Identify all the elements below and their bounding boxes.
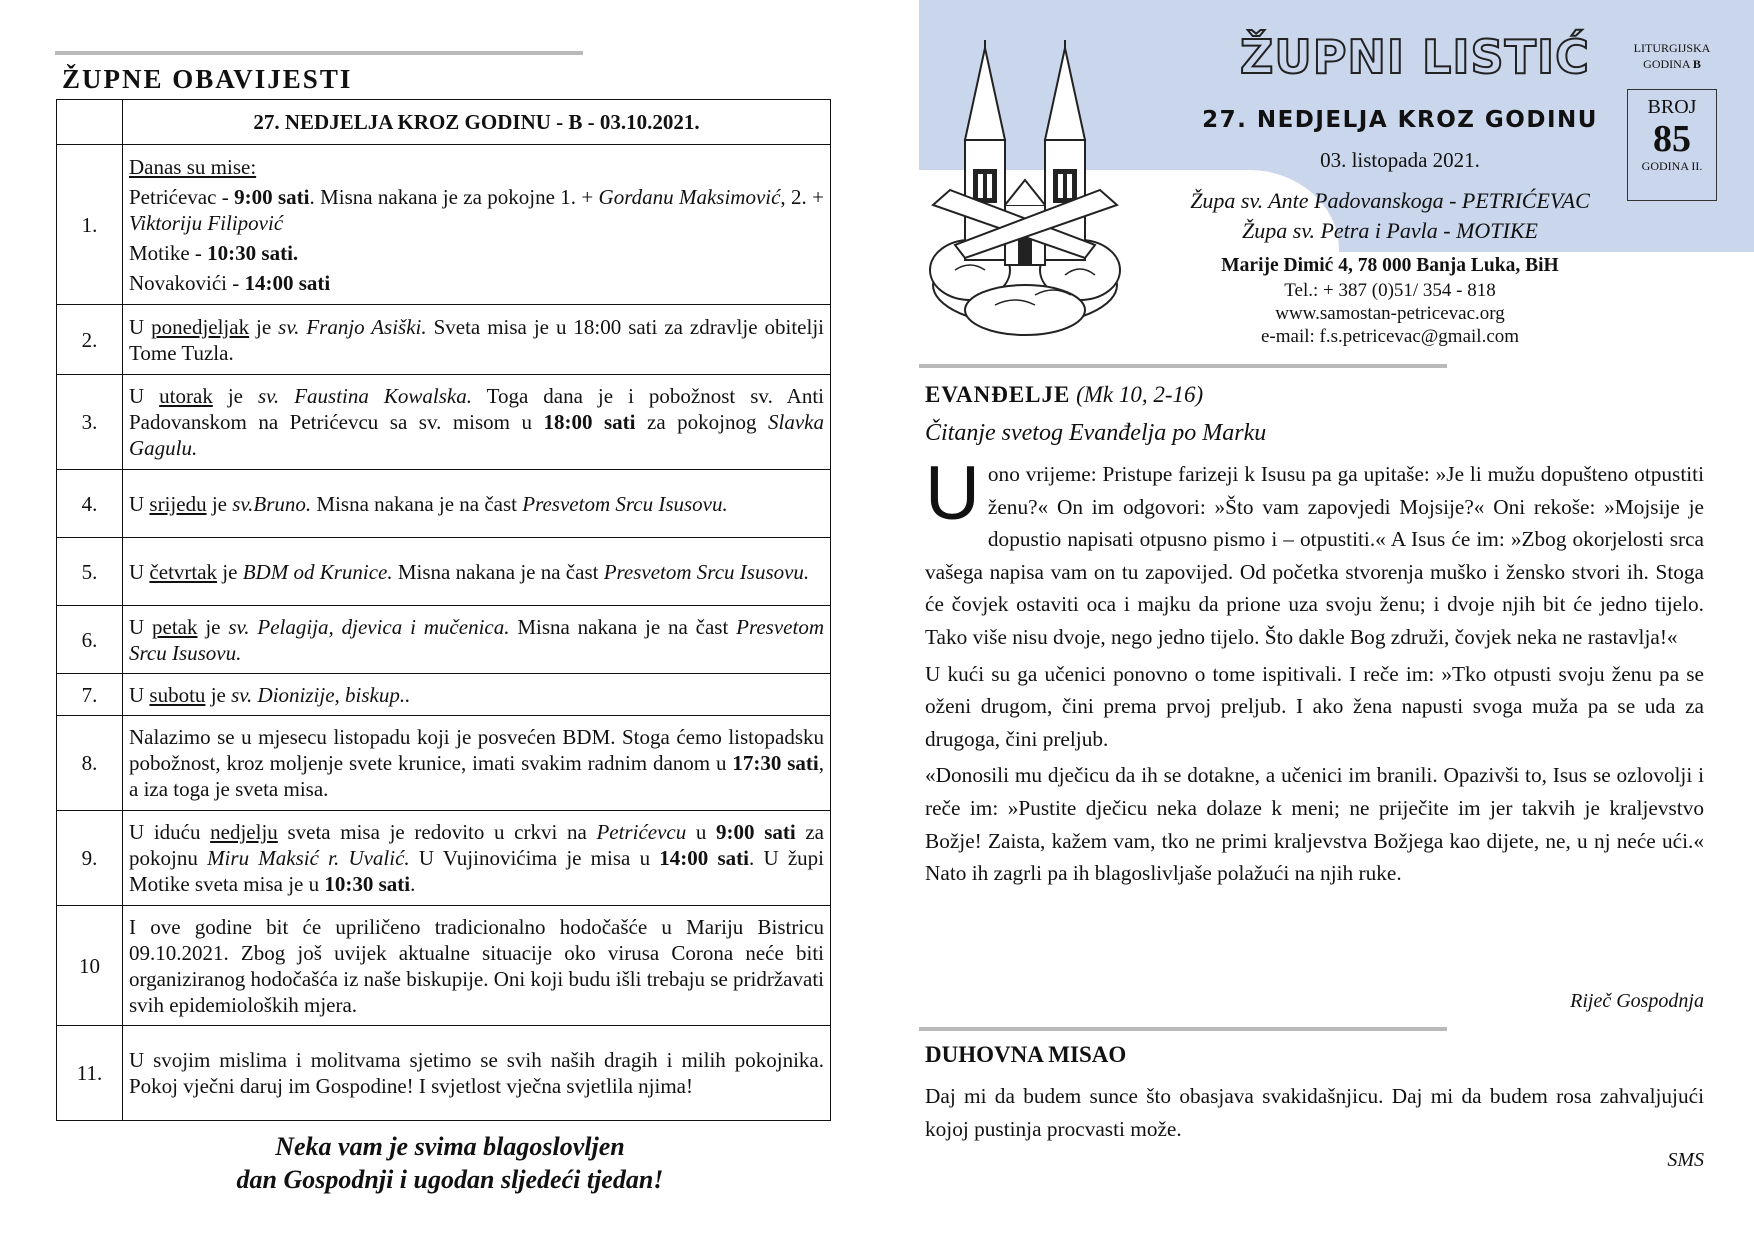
row-number: 5. <box>57 538 123 606</box>
row-text: U svojim mislima i molitvama sjetimo se svih naših dragih i milih pokojnika. Pokoj vječni daruj im Gospodine! I svjetlost vječna svjetlila njima! <box>123 1026 831 1121</box>
gospel-top-rule <box>919 364 1447 368</box>
table-row <box>57 811 831 906</box>
gospel-closing: Riječ Gospodnja <box>1570 990 1704 1012</box>
blessing-line: dan Gospodnji i ugodan sljedeći tjedan! <box>236 1165 664 1194</box>
row-line: Petrićevac - 9:00 sati. Misna nakana je za pokojne 1. + Gordanu Maksimović, 2. + Viktoriju Filipović <box>129 184 824 235</box>
table-row <box>57 906 831 1026</box>
table-row <box>57 145 831 305</box>
issue-number-box <box>1627 89 1717 201</box>
row-line: Motike - 10:30 sati. <box>129 240 299 265</box>
issue-year: GODINA II. <box>1641 159 1703 173</box>
email-link[interactable]: e-mail: f.s.petricevac@gmail.com <box>1260 326 1520 347</box>
row-text: U srijedu je sv.Bruno. Misna nakana je na čast Presvetom Srcu Isusovu. <box>123 470 831 538</box>
row-line: Novakovići - 14:00 sati <box>129 270 331 295</box>
announcements-title: ŽUPNE OBAVIJESTI <box>62 64 353 94</box>
thought-top-rule <box>919 1027 1447 1031</box>
blessing-text <box>100 1130 800 1196</box>
table-row <box>57 1026 831 1121</box>
gospel-reference: (Mk 10, 2-16) <box>1076 382 1204 407</box>
sunday-subtitle: 27. NEDJELJA KROZ GODINU <box>1202 107 1598 133</box>
row-text: U četvrtak je BDM od Krunice. Misna nakana je na čast Presvetom Srcu Isusovu. <box>123 538 831 606</box>
gospel-subtitle: Čitanje svetog Evanđelja po Marku <box>925 420 1267 446</box>
row-number: 11. <box>57 1026 123 1121</box>
thought-text: Daj mi da budem sunce što obasjava svakidašnjicu. Daj mi da budem rosa zahvaljujući kojoj pustinja procvasti može. <box>925 1084 1704 1141</box>
row-line: Danas su mise: <box>129 154 257 179</box>
issue-number-label: BROJ <box>1647 96 1697 118</box>
thought-title: DUHOVNA MISAO <box>925 1042 1127 1067</box>
row-text: U ponedjeljak je sv. Franjo Asiški. Sveta misa je u 18:00 sati za zdravlje obitelji Tome Tuzla. <box>123 305 831 375</box>
liturgical-year-label: LITURGIJSKA <box>1633 41 1711 55</box>
table-row <box>57 375 831 470</box>
row-number: 4. <box>57 470 123 538</box>
thought-signature: SMS <box>1667 1149 1704 1171</box>
announcements-table <box>56 99 831 1121</box>
parish-name: Župa sv. Petra i Pavla - MOTIKE <box>1242 218 1538 243</box>
row-text: U subotu je sv. Dionizije, biskup.. <box>123 674 831 716</box>
row-number: 9. <box>57 811 123 906</box>
masthead-title: ŽUPNI LISTIĆ <box>1240 30 1590 84</box>
row-text: Nalazimo se u mjesecu listopadu koji je posvećen BDM. Stoga ćemo listopadsku pobožnost, kroz moljenje svete krunice, imati svakim radnim danom u 17:30 sati, a iza toga je sveta misa. <box>123 716 831 811</box>
row-text: U iduću nedjelju sveta misa je redovito u crkvi na Petrićevcu u 9:00 sati za pokojnu Miru Maksić r. Uvalić. U Vujinovićima je misa u 14:00 sati. U župi Motike sveta misa je u 10:30 sati. <box>123 811 831 906</box>
row-number: 7. <box>57 674 123 716</box>
blessing-line: Neka vam je svima blagoslovljen <box>275 1132 625 1161</box>
header-empty-cell <box>57 100 123 145</box>
address: Marije Dimić 4, 78 000 Banja Luka, BiH <box>1221 255 1559 276</box>
table-row <box>57 606 831 674</box>
top-left-rule <box>55 51 583 55</box>
row-number: 2. <box>57 305 123 375</box>
gospel-paragraph: U kući su ga učenici ponovno o tome ispitivali. I reče im: »Tko otpusti svoju ženu pa se oženi drugom, čini prema prvoj preljub. I ako žena napusti svoga muža pa se uda za drugoga, čini preljub. <box>925 661 1704 751</box>
table-row <box>57 538 831 606</box>
row-text <box>123 145 831 305</box>
drop-cap: U <box>925 451 980 536</box>
table-row <box>57 716 831 811</box>
row-number: 1. <box>57 145 123 305</box>
row-text: I ove godine bit će upriličeno tradicionalno hodočašće u Mariju Bistricu 09.10.2021. Zbog još uvijek aktualne situacije oko virusa Corona neće biti organiziranog hodočašća iz naše biskupije. Oni koji budu išli trebaju se pridržavati svih epidemioloških mjera. <box>123 906 831 1026</box>
gospel-paragraph: «Donosili mu dječicu da ih se dotakne, a učenici im branili. Opazivši to, Isus se ozlovolji i reče im: »Pustite dječicu neka dolaze k meni; ne priječite im jer takvih je kraljevstvo Božje! Zaista, kažem vam, tko ne primi kraljevstva Božjega kao dijete, ne, u nj neće ući.« Nato ih zagrli pa ih blagoslivljaše polažući na njih ruke. <box>925 763 1704 886</box>
phone: Tel.: + 387 (0)51/ 354 - 818 <box>1284 280 1496 301</box>
liturgical-year <box>1610 40 1734 72</box>
table-row <box>57 305 831 375</box>
gospel-paragraph: Uono vrijeme: Pristupe farizeji k Isusu pa ga upitaše: »Je li mužu dopušteno otpustiti ženu?« On im odgovori: »Što vam zapovjedi Mojsije?« Oni rekoše: »Mojsije je dopustio napisati otpusno pismo i – otpustiti.« A Isus će im: »Zbog okorjelosti srca vašega napisa vam on tu zapovijed. Od početka stvorenja muško i žensko stvori ih. Stoga će čovjek ostaviti oca i majku da prione uza svoju ženu; i dvoje njih bit će jedno tijelo. Tako više nisu dvoje, nego jedno tijelo. Što dakle Bog združi, čovjek neka ne rastavlja!« <box>925 451 1704 649</box>
table-header: 27. NEDJELJA KROZ GODINU - B - 03.10.2021. <box>123 100 831 145</box>
website-link[interactable]: www.samostan-petricevac.org <box>1275 303 1505 324</box>
row-number: 6. <box>57 606 123 674</box>
row-text: U utorak je sv. Faustina Kowalska. Toga dana je i pobožnost sv. Anti Padovanskom na Petrićevcu sa sv. misom u 18:00 sati za pokojnog Slavka Gagulu. <box>123 375 831 470</box>
table-row <box>57 470 831 538</box>
table-row <box>57 674 831 716</box>
parish-name: Župa sv. Ante Padovanskoga - PETRIĆEVAC <box>1190 188 1590 213</box>
row-number: 10 <box>57 906 123 1026</box>
row-text: U petak je sv. Pelagija, djevica i mučenica. Misna nakana je na čast Presvetom Srcu Isusovu. <box>123 606 831 674</box>
row-number: 8. <box>57 716 123 811</box>
gospel-title: EVANĐELJE (Mk 10, 2-16) <box>925 382 1204 407</box>
issue-number: 85 <box>1653 118 1691 160</box>
table-header-row <box>57 100 831 145</box>
liturgical-year-value: GODINA B <box>1643 57 1701 71</box>
row-number: 3. <box>57 375 123 470</box>
church-logo <box>925 40 1125 340</box>
gospel-text <box>925 451 1704 894</box>
issue-date: 03. listopada 2021. <box>1320 148 1480 172</box>
